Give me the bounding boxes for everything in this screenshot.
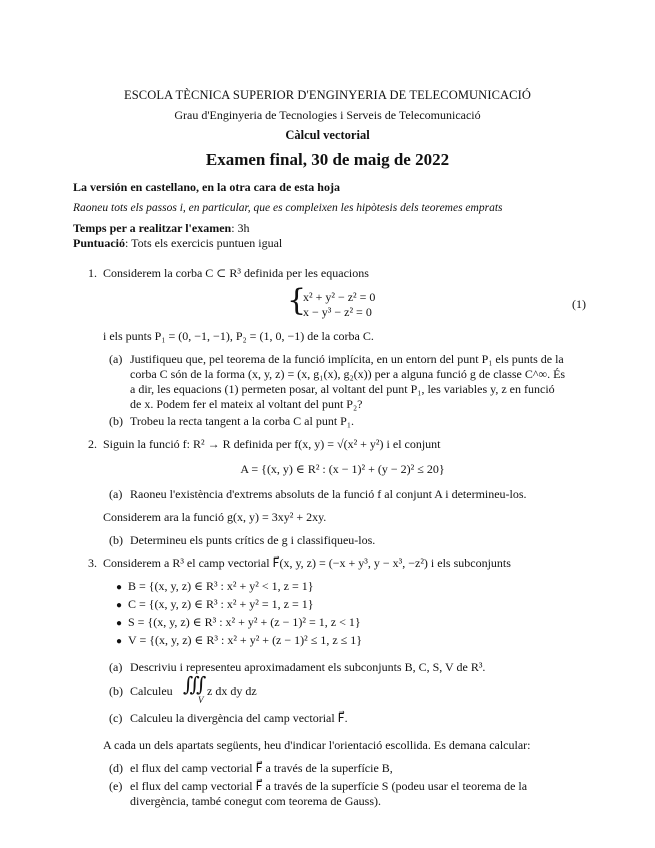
- bullet-set-S: S = {(x, y, z) ∈ R³ : x² + y² + (z − 1)² = 1, z < 1}: [128, 615, 361, 629]
- exercise1-a-line3: a dir, les equacions (1) permeten posar, al voltant del punt P₁, les variables y, z en funció: [130, 382, 555, 396]
- exercise1-a-line4: de x. Podem fer el mateix al voltant del punt P₂?: [130, 397, 363, 411]
- degree-name: Grau d'Enginyeria de Tecnologies i Serveis de Telecomunicació: [174, 108, 481, 122]
- exercise3-d-text: el flux del camp vectorial F⃗ a través de la superfície B,: [130, 761, 393, 775]
- exercise3-b-text: Calculeu: [130, 684, 173, 698]
- exercise2-a-label: (a): [109, 487, 123, 501]
- instructions-note: Raoneu tots els passos i, en particular, que es compleixen les hipòtesis dels teoremes emprats: [73, 202, 503, 214]
- exercise3-c-label: (c): [109, 711, 123, 725]
- triple-integral-symbol: ∭: [183, 672, 207, 696]
- bullet-set-C: C = {(x, y, z) ∈ R³ : x² + y² = 1, z = 1}: [128, 597, 314, 611]
- system-brace: {: [287, 283, 307, 318]
- equation-line1: x² + y² − z² = 0: [303, 290, 376, 304]
- exercise3-intro: Considerem a R³ el camp vectorial F⃗(x, y, z) = (−x + y³, y − x³, −z²) i els subconjunts: [103, 556, 511, 570]
- exercise2-a-text: Raoneu l'existència d'extrems absoluts de la funció f al conjunt A i determineu-los.: [130, 487, 527, 501]
- exam-title: Examen final, 30 de maig de 2022: [205, 150, 450, 169]
- exercise1-a-line1: Justifiqueu que, pel teorema de la funció implícita, en un entorn del punt P₁ els punts de la: [130, 352, 564, 366]
- exercise2-b-label: (b): [109, 533, 123, 547]
- exercise2-set-A: A = {(x, y) ∈ R² : (x − 1)² + (y − 2)² ≤ 20}: [240, 462, 445, 476]
- exercise2-middle: Considerem ara la funció g(x, y) = 3xy² + 2xy.: [103, 510, 327, 524]
- exercise3-a-label: (a): [109, 660, 123, 674]
- exercise3-e-line2: divergència, també conegut com teorema de Gauss).: [130, 794, 382, 808]
- exercise3-middle: A cada un dels apartats següents, heu d'indicar l'orientació escollida. Es demana calcular:: [103, 738, 531, 752]
- time-line: [73, 221, 250, 236]
- score-value: : Tots els exercicis puntuen igual: [125, 236, 283, 250]
- exercise1-a-label: (a): [109, 352, 123, 366]
- time-label: Temps per a realitzar l'examen: [73, 221, 232, 235]
- score-line: [73, 236, 282, 251]
- exercise1-points: i els punts P₁ = (0, −1, −1), P₂ = (1, 0, −1) de la corba C.: [103, 329, 374, 343]
- exercise2-intro: Siguin la funció f: R² → R definida per f(x, y) = √(x² + y²) i el conjunt: [103, 437, 441, 451]
- school-name: ESCOLA TÈCNICA SUPERIOR D'ENGINYERIA DE TELECOMUNICACIÓ: [124, 88, 531, 102]
- exercise1-intro: Considerem la corba C ⊂ R³ definida per les equacions: [103, 266, 369, 280]
- exercise3-a-text: Descriviu i representeu aproximadament els subconjunts B, C, S, V de R³.: [130, 660, 486, 674]
- integral-subscript: V: [198, 695, 204, 705]
- course-name: Càlcul vectorial: [285, 128, 370, 142]
- exercise3-c-text: Calculeu la divergència del camp vectorial F⃗.: [130, 711, 348, 725]
- bullet-dot: ●: [116, 600, 123, 611]
- exercise3-e-line1: el flux del camp vectorial F⃗ a través de la superfície S (podeu usar el teorema de la: [130, 779, 528, 793]
- exercise1-b-text: Trobeu la recta tangent a la corba C al punt P₁.: [130, 414, 355, 428]
- bullet-dot: ●: [116, 636, 123, 647]
- exercise3-b-label: (b): [109, 684, 123, 698]
- bullet-set-V: V = {(x, y, z) ∈ R³ : x² + y² + (z − 1)² ≤ 1, z ≤ 1}: [128, 633, 363, 647]
- exercise1-b-label: (b): [109, 414, 123, 428]
- bullet-dot: ●: [116, 582, 123, 593]
- equation-number: (1): [572, 297, 586, 311]
- exercise2-b-text: Determineu els punts crítics de g i classifiqueu-los.: [130, 533, 376, 547]
- exercise2-number: 2.: [88, 437, 97, 451]
- score-label: Puntuació: [73, 236, 126, 250]
- bullet-set-B: B = {(x, y, z) ∈ R³ : x² + y² < 1, z = 1}: [128, 579, 314, 593]
- exercise3-number: 3.: [88, 556, 97, 570]
- exercise1-a-line2: corba C són de la forma (x, y, z) = (x, g₁(x), g₂(x)) per a alguna funció g de classe C^∞. És: [130, 367, 566, 381]
- exercise1-number: 1.: [88, 266, 97, 280]
- equation-line2: x − y³ − z² = 0: [303, 305, 372, 319]
- exercise3-d-label: (d): [109, 761, 123, 775]
- integrand: z dx dy dz: [207, 684, 257, 698]
- spanish-version-note: La versión en castellano, en la otra cara de esta hoja: [73, 180, 340, 194]
- exercise3-e-label: (e): [109, 779, 123, 793]
- time-value: : 3h: [231, 221, 250, 235]
- bullet-dot: ●: [116, 618, 123, 629]
